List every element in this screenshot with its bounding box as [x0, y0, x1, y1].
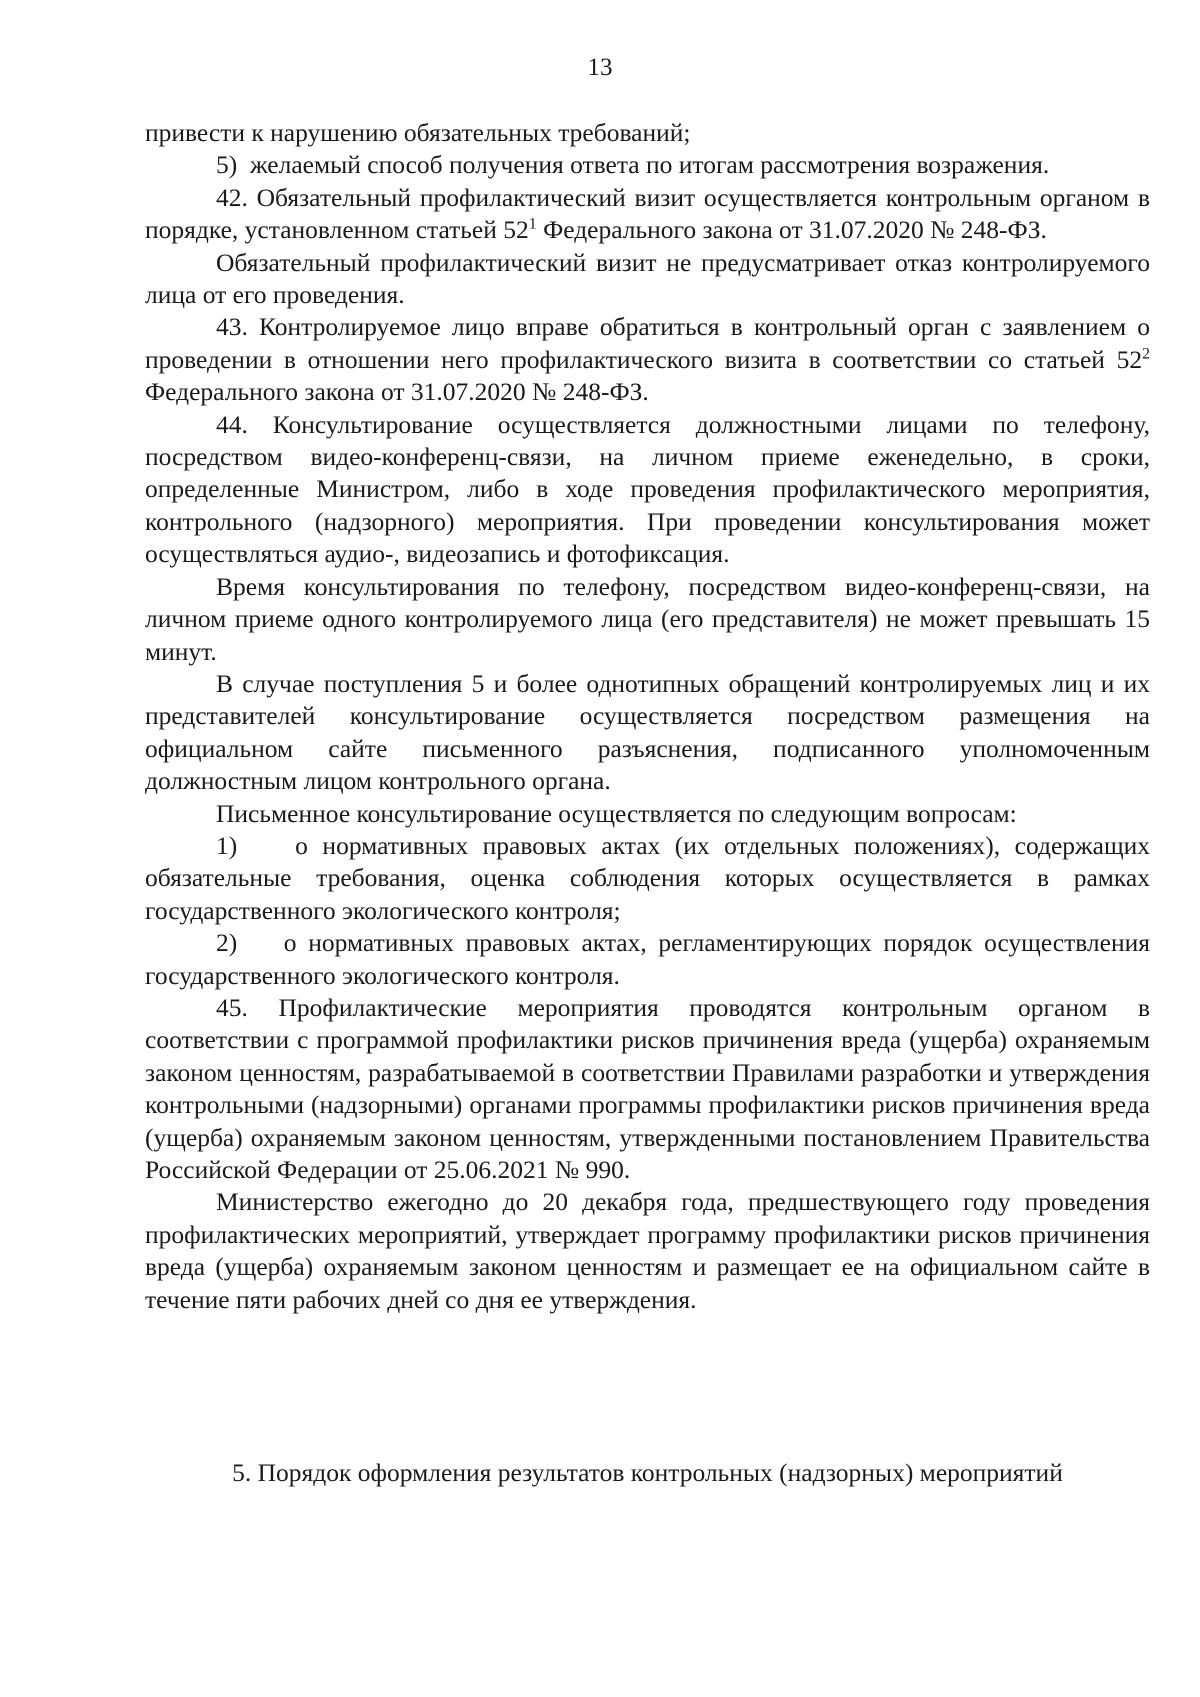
paragraph-clause-44: 44. Консультирование осуществляется должностными лицами по телефону, посредством видео-конференц-связи, на личном приеме еженедельно, в сроки, определенные Министром, либо в ходе проведения профилактического мероприятия, контрольного (надзорного) мероприятия. При проведении консультирования может осуществляться аудио-, видеозапись и фотофиксация. [145, 409, 1150, 569]
paragraph-clause-42 [145, 182, 1150, 247]
paragraph-similar-requests: В случае поступления 5 и более однотипных обращений контролируемых лиц и их представителей консультирование осуществляется посредством размещения на официальном сайте письменного разъяснения, подписанного уполномоченным должностным лицом контрольного органа. [145, 668, 1150, 796]
superscript-2: 2 [1142, 345, 1150, 363]
paragraph-clause-43 [145, 311, 1150, 408]
paragraph-list-item-1: 1) о нормативных правовых актах (их отдельных положениях), содержащих обязательные требования, оценка соблюдения которых осуществляется в рамках государственного экологического контроля; [145, 830, 1150, 925]
paragraph-list-item-5: 5) желаемый способ получения ответа по итогам рассмотрения возражения. [216, 150, 1050, 180]
paragraph-list-item-2: 2) о нормативных правовых актах, регламентирующих порядок осуществления государственного экологического контроля. [145, 928, 1150, 990]
clause-43-text-end: Федерального закона от 31.07.2020 № 248-ФЗ. [145, 377, 649, 407]
paragraph-written-consultation: Письменное консультирование осуществляется по следующим вопросам: [216, 798, 1017, 828]
clause-42-text: 42. Обязательный профилактический визит осуществляется контрольным органом в порядке, установленном статьей 52 [145, 182, 1150, 245]
section-heading: 5. Порядок оформления результатов контрольных (надзорных) мероприятий [232, 1458, 1063, 1487]
paragraph-visit-refusal: Обязательный профилактический визит не предусматривает отказ контролируемого лица от его проведения. [145, 247, 1150, 310]
paragraph-consultation-time: Время консультирования по телефону, посредством видео-конференц-связи, на личном приеме одного контролируемого лица (его представителя) не может превышать 15 минут. [145, 571, 1150, 666]
clause-43-text: 43. Контролируемое лицо вправе обратиться в контрольный орган с заявлением о проведении в отношении него профилактического визита в соответствии со статьей 52 [145, 312, 1150, 374]
paragraph-continuation: привести к нарушению обязательных требований; [145, 118, 691, 147]
page-number: 13 [587, 54, 613, 81]
paragraph-ministry-program: Министерство ежегодно до 20 декабря года, предшествующего году проведения профилактических мероприятий, утверждает программу профилактики рисков причинения вреда (ущерба) охраняемым законом ценностям и размещает ее на официальном сайте в течение пяти рабочих дней со дня ее утверждения. [145, 1187, 1150, 1314]
superscript-1: 1 [528, 215, 537, 233]
paragraph-clause-45: 45. Профилактические мероприятия проводятся контрольным органом в соответствии с программой профилактики рисков причинения вреда (ущерба) охраняемым законом ценностям, разрабатываемой в соответствии Правилами разработки и утверждения контрольными (надзорными) органами программы профилактики рисков причинения вреда (ущерба) охраняемым законом ценностям, утвержденными постановлением Правительства Российской Федерации от 25.06.2021 № 990. [145, 992, 1150, 1184]
clause-42-text-end: Федерального закона от 31.07.2020 № 248-ФЗ. [536, 215, 1047, 245]
document-body [145, 117, 1150, 1316]
